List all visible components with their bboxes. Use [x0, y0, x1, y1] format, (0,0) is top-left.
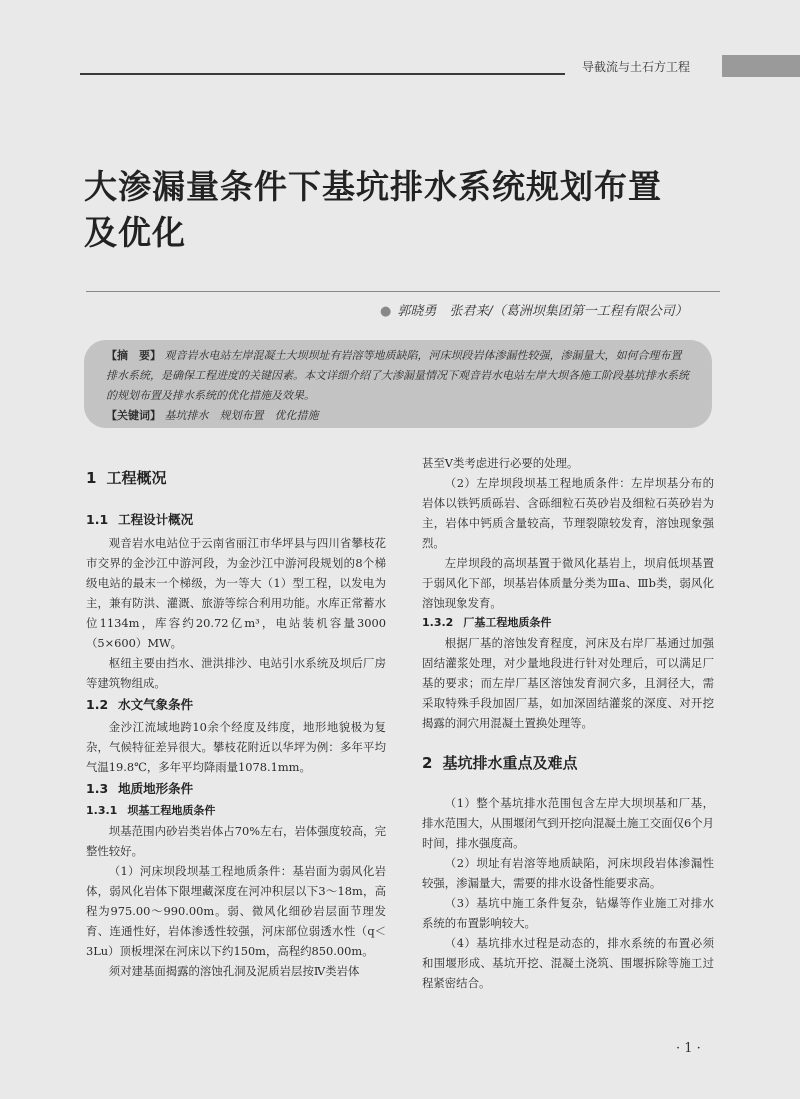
paragraph: 甚至Ⅴ类考虑进行必要的处理。 [422, 456, 579, 470]
abstract [106, 346, 690, 406]
keywords-text: 基坑排水 规划布置 优化措施 [164, 409, 319, 422]
paragraph: （4）基坑排水过程是动态的，排水系统的布置必须和围堰形成、基坑开挖、混凝土浇筑、围堰拆除等施工过程紧密结合。 [422, 936, 714, 990]
page-number: · 1 · [676, 1041, 701, 1056]
paragraph: 根据厂基的溶蚀发育程度，河床及右岸厂基通过加强固结灌浆处理，对少量地段进行针对处理后，可以满足厂基的要求；而左岸厂基区溶蚀发育洞穴多，且洞径大，需采取特殊手段加固厂基，如加深固结灌浆的深度、对开挖揭露的洞穴用混凝土置换处理等。 [422, 636, 714, 730]
header-tab [722, 55, 800, 77]
paragraph: 观音岩水电站位于云南省丽江市华坪县与四川省攀枝花市交界的金沙江中游河段，为金沙江中游河段规划的8个梯级电站的最末一个梯级，为一等大（1）型工程，以发电为主，兼有防洪、灌溉、旅游等综合利用功能。水库正常蓄水位1134m，库容约20.72亿m³，电站装机容量3000（5×600）MW。 [86, 536, 386, 650]
paragraph: 须对建基面揭露的溶蚀孔洞及泥质岩层按Ⅳ类岩体 [108, 964, 360, 978]
paragraph: 金沙江流域地跨10余个经度及纬度，地形地貌极为复杂，气候特征差异很大。攀枝花附近以华坪为例：多年平均气温19.8℃，多年平均降雨量1078.1mm。 [86, 720, 386, 774]
abstract-label: 【摘 要】 [106, 349, 161, 362]
right-column [422, 453, 714, 993]
paragraph: 左岸坝段的高坝基置于微风化基岩上，坝肩低坝基置于弱风化下部，坝基岩体质量分类为Ⅲa、Ⅲb类，弱风化溶蚀现象发育。 [422, 556, 714, 610]
paragraph: 坝基范围内砂岩类岩体占70%左右，岩体强度较高，完整性较好。 [86, 824, 386, 858]
title-line-1: 大渗漏量条件下基坑排水系统规划布置 [84, 167, 662, 206]
paragraph: （2）坝址有岩溶等地质缺陷，河床坝段岩体渗漏性较强，渗漏量大，需要的排水设备性能要求高。 [422, 856, 714, 890]
section-1-1-heading: 1.1 工程设计概况 [86, 512, 194, 527]
paragraph: （1）整个基坑排水范围包含左岸大坝坝基和厂基，排水范围大，从围堰闭气到开挖向混凝土施工交面仅6个月时间，排水强度高。 [422, 796, 715, 850]
abstract-box [84, 340, 712, 428]
section-1-3-heading: 1.3 地质地形条件 [86, 781, 194, 796]
author-line: 郭晓勇 张君来/（葛洲坝集团第一工程有限公司） [397, 304, 688, 319]
title-rule [86, 291, 720, 292]
authors [380, 300, 688, 319]
section-1-3-1-heading: 1.3.1 坝基工程地质条件 [86, 804, 216, 817]
paper-title [84, 164, 744, 256]
section-2-heading: 2 基坑排水重点及难点 [422, 754, 578, 772]
header-rule [80, 73, 565, 75]
section-1-heading: 1 工程概况 [86, 469, 167, 487]
paragraph: 枢纽主要由挡水、泄洪排沙、电站引水系统及坝后厂房等建筑物组成。 [86, 656, 386, 690]
paragraph: （1）河床坝段坝基工程地质条件：基岩面为弱风化岩体，弱风化岩体下限埋藏深度在河冲积层以下3～18m，高程为975.00～990.00m。弱、微风化细砂岩层面节理发育、连通性好，岩体渗透性较强，河床部位弱透水性（q＜3Lu）顶板埋深在河床以下约150m，高程约850.00m。 [86, 864, 386, 958]
bullet-icon: ● [380, 304, 392, 319]
abstract-text: 观音岩水电站左岸混凝土大坝坝址有岩溶等地质缺陷，河床坝段岩体渗漏性较强，渗漏量大，如何合理布置排水系统，是确保工程进度的关键因素。本文详细介绍了大渗漏量情况下观音岩水电站左岸大坝各施工阶段基坑排水系统的规划布置及排水系统的优化措施及效果。 [106, 349, 689, 402]
section-1-3-2-heading: 1.3.2 厂基工程地质条件 [422, 616, 552, 629]
section-1-2-heading: 1.2 水文气象条件 [86, 697, 194, 712]
left-column [86, 468, 386, 981]
keywords-label: 【关键词】 [106, 409, 161, 422]
running-header: 导截流与土石方工程 [582, 60, 691, 74]
paragraph: （2）左岸坝段坝基工程地质条件：左岸坝基分布的岩体以铁钙质砾岩、含砾细粒石英砂岩及细粒石英砂岩为主，岩体中钙质含量较高，节理裂隙较发育，溶蚀现象强烈。 [422, 476, 714, 550]
title-line-2: 及优化 [84, 213, 186, 252]
paragraph: （3）基坑中施工条件复杂，钻爆等作业施工对排水系统的布置影响较大。 [422, 896, 714, 930]
keywords [106, 406, 690, 426]
